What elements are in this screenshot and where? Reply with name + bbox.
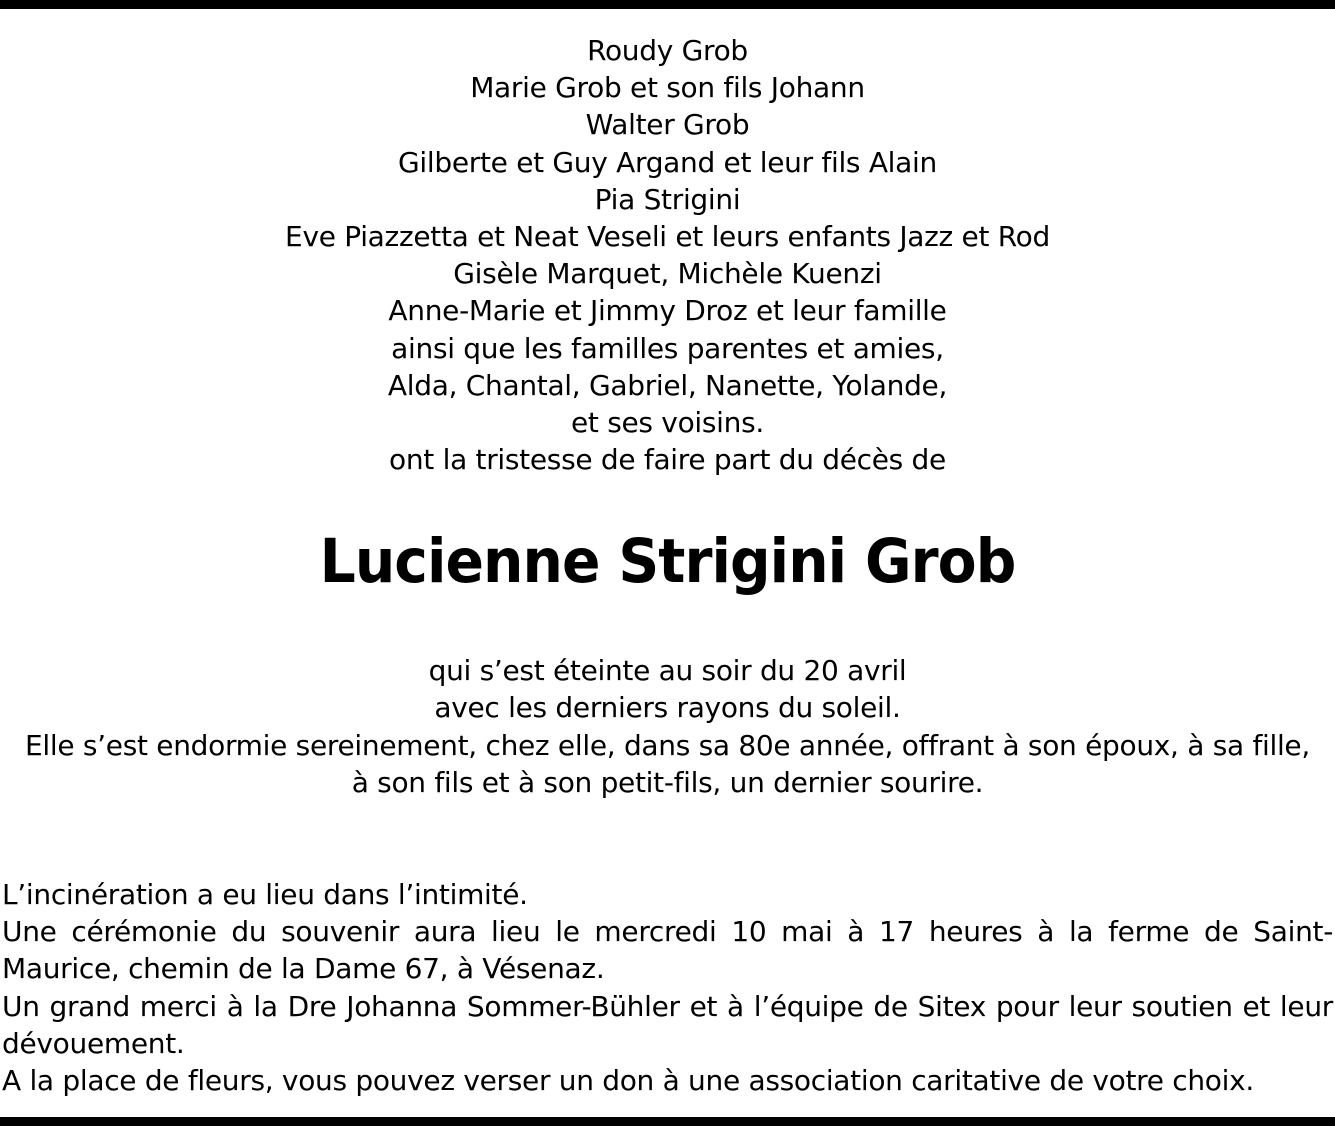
ceremony-notice: Une cérémonie du souvenir aura lieu le mercredi 10 mai à 17 heures à la ferme de Saint-Maurice, chemin de la Dame 67, à Vésenaz.	[2, 915, 1333, 986]
passing-notice	[0, 652, 1335, 802]
top-border-rule	[0, 0, 1335, 9]
mourner-line: Alda, Chantal, Gabriel, Nanette, Yolande,	[387, 368, 948, 402]
mourner-line: et ses voisins.	[571, 406, 764, 440]
announcement-line: ont la tristesse de faire part du décès de	[389, 443, 946, 477]
mourner-line: Gilberte et Guy Argand et leur fils Alain	[398, 145, 937, 179]
deceased-name: Lucienne Strigini Grob	[319, 526, 1016, 597]
service-information	[2, 876, 1333, 1099]
mourners-list	[0, 32, 1335, 478]
mourner-line: Anne-Marie et Jimmy Droz et leur famille	[388, 294, 947, 328]
mourner-line: Eve Piazzetta et Neat Veseli et leurs enfants Jazz et Rod	[285, 220, 1050, 254]
mourner-line: Walter Grob	[585, 108, 750, 142]
thanks-notice: Un grand merci à la Dre Johanna Sommer-Bühler et à l’équipe de Sitex pour leur soutien et leur dévouement.	[2, 989, 1333, 1060]
bottom-border-rule	[0, 1117, 1335, 1126]
passing-date-line: qui s’est éteinte au soir du 20 avril	[428, 654, 907, 687]
cremation-notice: L’incinération a eu lieu dans l’intimité.	[2, 878, 528, 911]
mourner-line: Marie Grob et son fils Johann	[470, 71, 865, 105]
donation-notice: A la place de fleurs, vous pouvez verser un don à une association caritative de votre choix.	[2, 1064, 1254, 1098]
mourner-line: Roudy Grob	[587, 34, 748, 67]
mourner-line: ainsi que les familles parentes et amies,	[391, 331, 944, 365]
mourner-line: Gisèle Marquet, Michèle Kuenzi	[453, 257, 882, 291]
mourner-line: Pia Strigini	[594, 182, 741, 216]
passing-sunset-line: avec les derniers rayons du soleil.	[434, 691, 901, 725]
passing-paragraph: Elle s’est endormie sereinement, chez elle, dans sa 80e année, offrant à son époux, à sa fille, à son fils et à son petit-fils, un dernier sourire.	[25, 728, 1310, 800]
